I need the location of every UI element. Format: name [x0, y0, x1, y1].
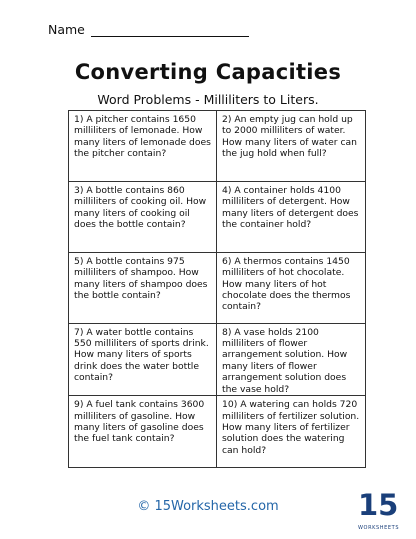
logo-word: WORKSHEETS	[358, 525, 400, 531]
problem-cell: 9) A fuel tank contains 3600 milliliters of gasoline. How many liters of gasoline does the fuel tank contain?	[69, 396, 217, 467]
copyright-link[interactable]: © 15Worksheets.com	[137, 499, 279, 514]
problem-cell: 3) A bottle contains 860 milliliters of cooking oil. How many liters of cooking oil does the bottle contain?	[69, 182, 217, 253]
problem-cell: 10) A watering can holds 720 milliliters of fertilizer solution. How many liters of fertilizer solution does the watering can hold?	[222, 399, 360, 456]
worksheet-subtitle: Word Problems - Milliliters to Liters.	[97, 92, 319, 107]
worksheets-logo	[358, 488, 400, 534]
problem-cell: 5) A bottle contains 975 milliliters of shampoo. How many liters of shampoo does the bottle contain?	[69, 253, 217, 324]
name-row	[48, 22, 249, 37]
problem-cell: 8) A vase holds 2100 milliliters of flower arrangement solution. How many liters of flower arrangement solution does the vase hold?	[217, 324, 365, 396]
problem-cell: 1) A pitcher contains 1650 milliliters of lemonade. How many liters of lemonade does the pitcher contain?	[69, 111, 217, 182]
logo-number: 15	[358, 488, 399, 522]
problem-cell: 2) An empty jug can hold up to 2000 milliliters of water. How many liters of water can the jug hold when full?	[217, 111, 365, 182]
problem-cell: 7) A water bottle contains 550 milliliters of sports drink. How many liters of sports drink does the water bottle contain?	[69, 324, 217, 396]
problem-cell: 6) A thermos contains 1450 milliliters of hot chocolate. How many liters of hot chocolate does the thermos contain?	[217, 253, 365, 324]
worksheet-title: Converting Capacities	[74, 60, 342, 84]
name-label: Name	[48, 22, 85, 37]
problem-cell: 4) A container holds 4100 milliliters of detergent. How many liters of detergent does the container hold?	[217, 182, 365, 253]
problems-grid	[68, 110, 366, 468]
name-line	[91, 24, 249, 37]
